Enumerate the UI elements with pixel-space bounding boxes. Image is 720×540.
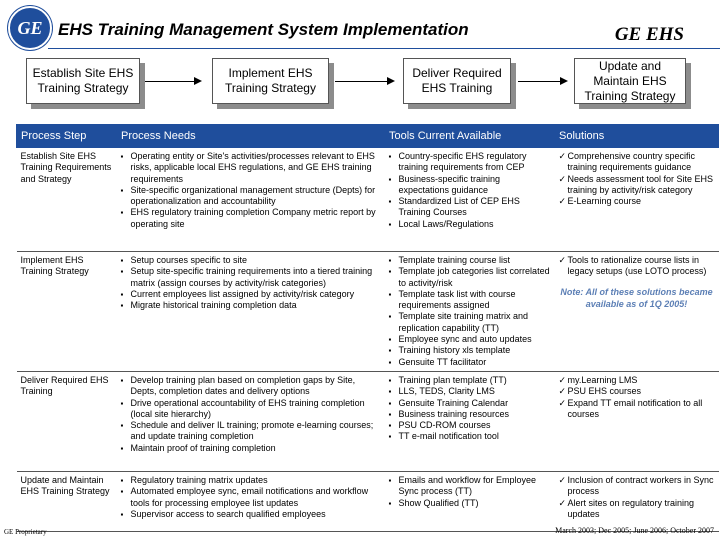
tools-list [389,151,551,230]
tool-item: ▪ Show Qualified (TT) [389,498,551,509]
need-item: ▪ Develop training plan based on completion gaps by Site, Depts, completion dates and delivery options [121,375,381,398]
tool-item: ▪ Employee sync and auto updates [389,334,551,345]
process-step-box [212,58,329,104]
table-row [17,372,719,472]
needs-list [121,475,381,520]
process-step-label: Implement EHS Training Strategy [225,66,316,95]
solution-item: ✓ PSU EHS courses [559,386,715,397]
needs-cell [117,472,385,532]
tool-item: ▪ Template task list with course requirements assigned [389,289,551,312]
tools-list [389,475,551,509]
tool-item: ▪ Gensuite Training Calendar [389,398,551,409]
need-item: ▪ Automated employee sync, email notifications and workflow tools for processing employee list updates [121,486,381,509]
tool-item: ▪ Business-specific training expectations guidance [389,174,551,197]
solution-item: ✓ E-Learning course [559,196,715,207]
proprietary-notice: GE Proprietary [4,528,47,536]
solution-item: ✓ Expand TT email notification to all courses [559,398,715,421]
solutions-list [559,375,715,420]
need-item: ▪ Operating entity or Site's activities/processes relevant to EHS risks, applicable local EHS regulations, and GE EHS training requirements [121,151,381,185]
tool-item: ▪ Template site training matrix and replication capability (TT) [389,311,551,334]
need-item: ▪ Drive operational accountability of EHS training completion (local site hierarchy) [121,398,381,421]
revision-dates: March 2003; Dec 2005; June 2006; October 2007 [555,526,714,535]
tool-item: ▪ Emails and workflow for Employee Sync process (TT) [389,475,551,498]
header-divider [48,48,720,49]
solution-item: ✓ Alert sites on regulatory training updates [559,498,715,521]
process-step-box [403,58,511,104]
column-header: Tools Current Available [385,125,555,148]
note-text: Note: All of these solutions became available as of 1Q 2005! [560,286,713,309]
tool-item: ▪ PSU CD-ROM courses [389,420,551,431]
need-item: ▪ Setup site-specific training requirements into a tiered training matrix (assign courses by activity/risk categories) [121,266,381,289]
tool-item: ▪ Standardized List of CEP EHS Training Courses [389,196,551,219]
process-step-label: Deliver Required EHS Training [412,66,502,95]
process-step-cell: Deliver Required EHS Training [17,372,117,472]
need-item: ▪ Supervisor access to search qualified employees [121,509,381,520]
tools-list [389,255,551,368]
tools-cell [385,148,555,252]
needs-cell [117,252,385,372]
solutions-cell [555,372,719,472]
tool-item: ▪ Country-specific EHS regulatory training requirements from CEP [389,151,551,174]
process-step-cell: Establish Site EHS Training Requirements and Strategy [17,148,117,252]
need-item: ▪ Schedule and deliver IL training; promote e-learning courses; and update training completion [121,420,381,443]
process-step-label: Update and Maintain EHS Training Strategy [584,58,676,103]
table-header-row [17,125,719,148]
solution-item: ✓ Inclusion of contract workers in Sync process [559,475,715,498]
needs-list [121,151,381,230]
process-step-cell: Update and Maintain EHS Training Strategy [17,472,117,532]
process-step-box [26,58,140,104]
tool-item: ▪ Gensuite TT facilitator [389,357,551,368]
need-item: ▪ Maintain proof of training completion [121,443,381,454]
column-header: Process Step [17,125,117,148]
solution-item: ✓ Tools to rationalize course lists in legacy setups (use LOTO process) [559,255,715,278]
tool-item: ▪ LLS, TEDS, Clarity LMS [389,386,551,397]
solutions-list [559,475,715,520]
column-header: Process Needs [117,125,385,148]
need-item: ▪ Setup courses specific to site [121,255,381,266]
flow-arrow [335,81,393,82]
table-row [17,472,719,532]
ge-monogram: GE [17,18,43,38]
solutions-list [559,255,715,278]
brand-name: GE EHS [614,24,684,45]
process-step-cell: Implement EHS Training Strategy [17,252,117,372]
flow-arrow [145,81,200,82]
needs-list [121,375,381,454]
tools-cell [385,372,555,472]
solutions-cell [555,148,719,252]
solutions-cell [555,252,719,372]
need-item: ▪ Migrate historical training completion data [121,300,381,311]
need-item: ▪ Regulatory training matrix updates [121,475,381,486]
tool-item: ▪ Training history xls template [389,345,551,356]
need-item: ▪ Current employees list assigned by activity/risk category [121,289,381,300]
tool-item: ▪ TT e-mail notification tool [389,431,551,442]
table-row [17,252,719,372]
ge-logo [8,6,52,50]
tools-cell [385,252,555,372]
page-title: EHS Training Management System Implementation [58,20,469,39]
solution-item: ✓ Comprehensive country specific training requirements guidance [559,151,715,174]
table-row [17,148,719,252]
training-matrix-table [16,124,719,532]
solutions-list [559,151,715,207]
tool-item: ▪ Template job categories list correlated to activity/risk [389,266,551,289]
needs-cell [117,148,385,252]
tool-item: ▪ Training plan template (TT) [389,375,551,386]
need-item: ▪ EHS regulatory training completion Company metric report by operating site [121,207,381,230]
process-step-box [574,58,686,104]
tool-item: ▪ Template training course list [389,255,551,266]
process-step-label: Establish Site EHS Training Strategy [32,66,134,95]
needs-list [121,255,381,311]
tools-cell [385,472,555,532]
tool-item: ▪ Business training resources [389,409,551,420]
need-item: ▪ Site-specific organizational management structure (Depts) for operationalization and accountability [121,185,381,208]
needs-cell [117,372,385,472]
solution-item: ✓ Needs assessment tool for Site EHS training by activity/risk category [559,174,715,197]
flow-arrow [518,81,566,82]
solutions-cell [555,472,719,532]
solution-item: ✓ my.Learning LMS [559,375,715,386]
tool-item: ▪ Local Laws/Regulations [389,219,551,230]
column-header: Solutions [555,125,719,148]
tools-list [389,375,551,443]
